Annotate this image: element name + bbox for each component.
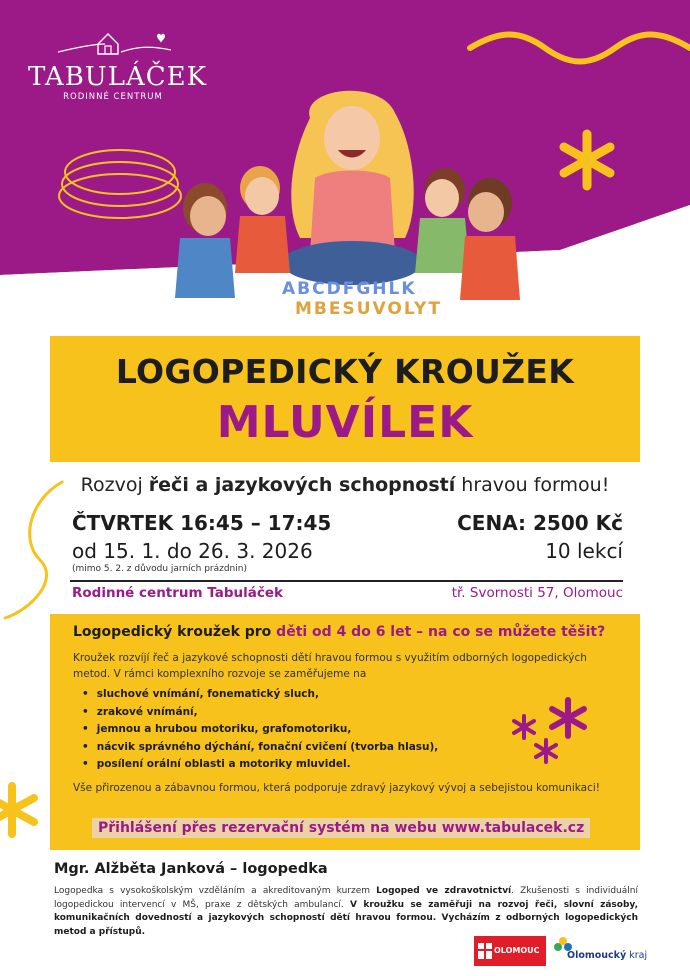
- divider: [70, 580, 623, 582]
- logo-title: TABULÁČEK: [28, 62, 208, 92]
- info-intro: Kroužek rozvíjí řeč a jazykové schopnosti dětí hravou formou s využitím odborných logopedických metod. V rámci komplexního rozvoje se zaměřujeme na: [73, 652, 587, 680]
- list-item: • nácvik správného dýchání, fonační cvičení (tvorba hlasu),: [82, 739, 438, 757]
- bio-focus: V kroužku se zaměřuji na rozvoj řeči, slovní zásoby, komunikačních dovedností a jazykových schopností dětí hravou formou. Vycházím z odborných logopedických metod a přístupů.: [54, 899, 638, 937]
- tagline-bold: řeči a jazykových schopností: [148, 474, 456, 496]
- info-heading-highlight: děti od 4 do 6 let – na co se můžete těšit?: [276, 624, 606, 640]
- asterisk-cluster-icon: [508, 696, 598, 768]
- bio-course: Logoped ve zdravotnictví: [376, 886, 512, 896]
- info-heading-pre: Logopedický kroužek pro: [73, 624, 277, 640]
- schedule-day-time: ČTVRTEK 16:45 – 17:45: [72, 511, 332, 535]
- info-outro: Vše přirozenou a zábavnou formou, která podporuje zdravý jazykový vývoj a sebejistou komunikaci!: [73, 782, 600, 794]
- squiggle-decoration: [0, 480, 70, 620]
- asterisk-icon: [0, 780, 44, 840]
- house-icon: [53, 30, 173, 56]
- info-heading: [73, 624, 605, 640]
- tagline-pre: Rozvoj: [80, 474, 149, 496]
- region-suffix: kraj: [626, 950, 648, 961]
- title-banner: [50, 336, 640, 462]
- schedule-note: (mimo 5. 2. z důvodu jarních prázdnin): [72, 564, 247, 574]
- city-logo-text: OLOMOUC: [494, 946, 540, 955]
- tagline-post: hravou formou!: [455, 474, 610, 496]
- bio-text: Logopedka s vysokoškolským vzděláním a akreditovaným kurzem: [54, 886, 377, 896]
- olomouc-city-logo: [474, 936, 546, 966]
- region-logo: [553, 936, 648, 968]
- city-emblem-icon: [478, 943, 492, 959]
- author-bio: [54, 885, 638, 939]
- logo-subtitle: RODINNÉ CENTRUM: [63, 92, 163, 102]
- price: CENA: 2500 Kč: [457, 511, 623, 535]
- list-item: • zrakové vnímání,: [82, 704, 438, 722]
- list-item: • sluchové vnímání, fonematický sluch,: [82, 686, 438, 704]
- asterisk-icon: [555, 128, 619, 192]
- registration-link[interactable]: Přihlášení přes rezervační systém na webu www.tabulacek.cz: [92, 818, 590, 838]
- tagline: [50, 474, 640, 496]
- author-name: Mgr. Alžběta Janková – logopedka: [54, 861, 328, 877]
- region-name: Olomoucký: [567, 950, 627, 961]
- venue-address: tř. Svornosti 57, Olomouc: [451, 585, 623, 601]
- letters-bottom: MBESUVOLYT: [295, 299, 442, 319]
- list-item: • posílení orální oblasti a motoriky mluvidel.: [82, 756, 438, 774]
- venue-name: Rodinné centrum Tabuláček: [72, 585, 284, 601]
- title-name: MLUVÍLEK: [216, 397, 474, 448]
- focus-list: [82, 686, 438, 774]
- lessons-count: 10 lekcí: [545, 539, 623, 563]
- list-item: • jemnou a hrubou motoriku, grafomotoriku,: [82, 721, 438, 739]
- teacher-kids-illustration: [150, 88, 550, 328]
- bio-text: . Zkušenosti s individuální logopedickou intervencí v MŠ, praxe z dětských ambulancí.: [54, 886, 638, 910]
- title-main: LOGOPEDICKÝ KROUŽEK: [115, 352, 575, 391]
- schedule-date-range: od 15. 1. do 26. 3. 2026: [72, 539, 313, 563]
- letters-top: ABCDFGHLK: [282, 279, 417, 299]
